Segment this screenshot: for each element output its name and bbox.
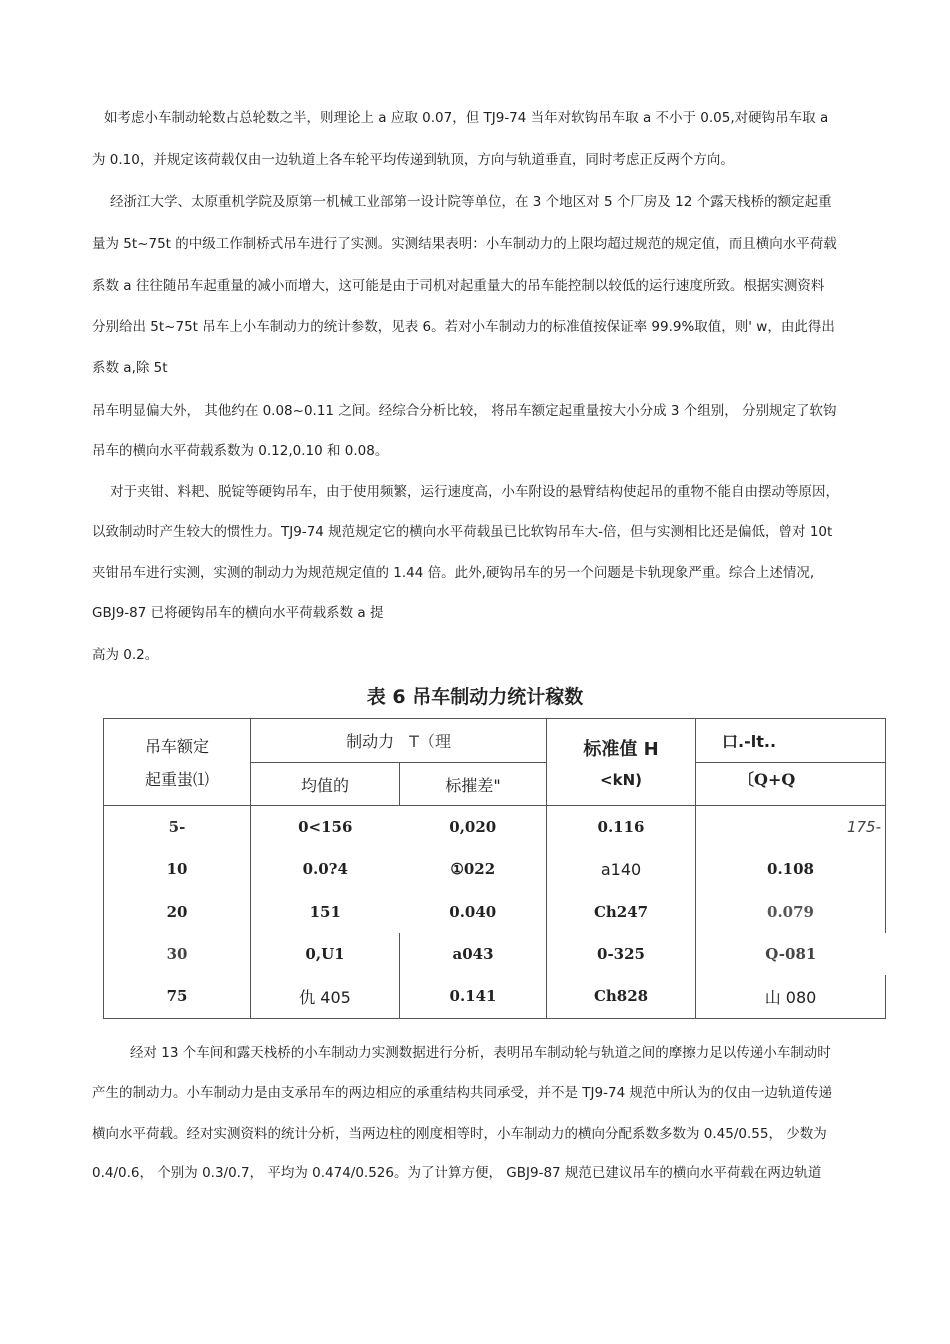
cell: 10 — [104, 848, 251, 891]
table-row — [104, 848, 886, 891]
cell: ①022 — [400, 848, 547, 891]
cell: 0,U1 — [251, 933, 400, 975]
header-mean: 均值的 — [251, 763, 400, 806]
header-text: 制动力 — [346, 732, 395, 751]
text-line: 经浙江大学、太原重机学院及原第一机械工业部第一设计院等单位，在 3 个地区对 5 个厂房及 12 个露天栈桥的额定起重 — [110, 194, 832, 210]
cell: 0.141 — [400, 975, 547, 1019]
text-line: 产生的制动力。小车制动力是由支承吊车的两边相应的承重结构共同承受，并不是 TJ9-74 规范中所认为的仅由一边轨道传递 — [92, 1085, 832, 1101]
text-line: 0.4/0.6， 个别为 0.3/0.7， 平均为 0.474/0.526。为了计算方便， GBJ9-87 规范已建议吊车的横向水平荷载在两边轨道 — [92, 1165, 822, 1181]
table-row — [104, 933, 886, 975]
cell: Ch828 — [547, 975, 696, 1019]
table-row — [104, 975, 886, 1019]
header-text: <kN) — [600, 771, 642, 789]
cell: 0.116 — [547, 806, 696, 848]
cell: 75 — [104, 975, 251, 1019]
header-text: 起重蚩⑴ — [144, 770, 209, 789]
text-line: 吊车明显偏大外， 其他约在 0.08~0.11 之间。经综合分析比较， 将吊车额定起重量按大小分成 3 个组别， 分别规定了软钩 — [92, 403, 837, 419]
header-coefficient-bottom — [696, 763, 886, 806]
statistics-table — [103, 718, 886, 1019]
cell: Q-081 — [765, 944, 817, 963]
text-line: 横向水平荷载。经对实测资料的统计分析，当两边柱的刚度相等时，小车制动力的横向分配系数多数为 0.45/0.55， 少数为 — [92, 1126, 827, 1142]
cell: 5- — [104, 806, 251, 848]
cell: Ch247 — [547, 891, 696, 933]
text-line: 以致制动时产生较大的惯性力。TJ9-74 规范规定它的横向水平荷载虽已比软钩吊车大-倍，但与实测相比还是偏低，曾对 10t — [92, 524, 833, 540]
cell: 山 080 — [696, 975, 886, 1019]
text-line: 高为 0.2。 — [92, 647, 159, 663]
cell: a140 — [547, 848, 696, 891]
table-header-row — [104, 719, 886, 763]
header-text: 口.-lt.. — [722, 732, 777, 751]
cell: 151 — [309, 902, 341, 921]
header-text: T（理 — [409, 732, 451, 751]
table-row — [104, 891, 886, 933]
cell: 仇 405 — [251, 975, 400, 1019]
header-text: 吊车额定 — [144, 737, 209, 756]
cell: 0,020 — [400, 806, 547, 848]
cell: 0.0?4 — [302, 860, 348, 878]
text-line: 如考虑小车制动轮数占总轮数之半，则理论上 a 应取 0.07，但 TJ9-74 当年对软钩吊车取 a 不小于 0.05,对硬钩吊车取 a — [104, 110, 829, 126]
cell: 0.108 — [696, 848, 886, 891]
table-title: 表 6 吊车制动力统计稼数 — [366, 686, 584, 708]
header-coefficient-top — [696, 719, 886, 763]
cell: 20 — [104, 891, 251, 933]
header-text: 〔Q+Q — [738, 770, 796, 789]
cell: a043 — [400, 933, 547, 975]
text-line: 系数 a,除 5t — [92, 360, 168, 376]
text-line: GBJ9-87 已将硬钩吊车的横向水平荷载系数 a 提 — [92, 605, 384, 621]
header-braking-force — [251, 719, 547, 763]
text-line: 经对 13 个车间和露天栈桥的小车制动力实测数据进行分析，表明吊车制动轮与轨道之间的摩擦力足以传递小车制动时 — [130, 1045, 831, 1061]
text-line: 为 0.10，并规定该荷载仅由一边轨道上各车轮平均传递到轨顶，方向与轨道垂直，同时考虑正反两个方向。 — [92, 152, 734, 168]
cell: 30 — [104, 933, 251, 975]
header-text: 标准值 H — [583, 739, 659, 760]
header-standard-value — [547, 719, 696, 806]
text-line: 吊车的横向水平荷载系数为 0.12,0.10 和 0.08。 — [92, 443, 389, 459]
text-line: 夹钳吊车进行实测，实测的制动力为规范规定值的 1.44 倍。此外,硬钩吊车的另一个问题是卡轨现象严重。综合上述情况, — [92, 565, 815, 581]
table-row — [104, 806, 886, 848]
header-std-dev: 标摧差" — [400, 763, 547, 806]
header-crane-capacity — [104, 719, 251, 806]
text-line: 量为 5t~75t 的中级工作制桥式吊车进行了实测。实测结果表明：小车制动力的上限均超过规范的规定值，而且横向水平荷载 — [92, 236, 837, 252]
text-line: 对于夹钳、料耙、脱锭等硬钩吊车，由于使用频繁，运行速度高，小车附设的悬臂结构使起吊的重物不能自由摆动等原因， — [110, 484, 839, 500]
cell: 175- — [696, 806, 886, 848]
text-line: 系数 a 往往随吊车起重量的减小而增大，这可能是由于司机对起重量大的吊车能控制以较低的运行速度所致。根据实测资料 — [92, 278, 825, 294]
text-line: 分别给出 5t~75t 吊车上小车制动力的统计参数，见表 6。若对小车制动力的标准值按保证率 99.9%取值，则' w，由此得出 — [92, 319, 835, 335]
cell: 0.079 — [696, 891, 886, 933]
cell: 0-325 — [547, 933, 696, 975]
cell: 0.040 — [400, 891, 547, 933]
cell: 0<156 — [298, 817, 353, 836]
